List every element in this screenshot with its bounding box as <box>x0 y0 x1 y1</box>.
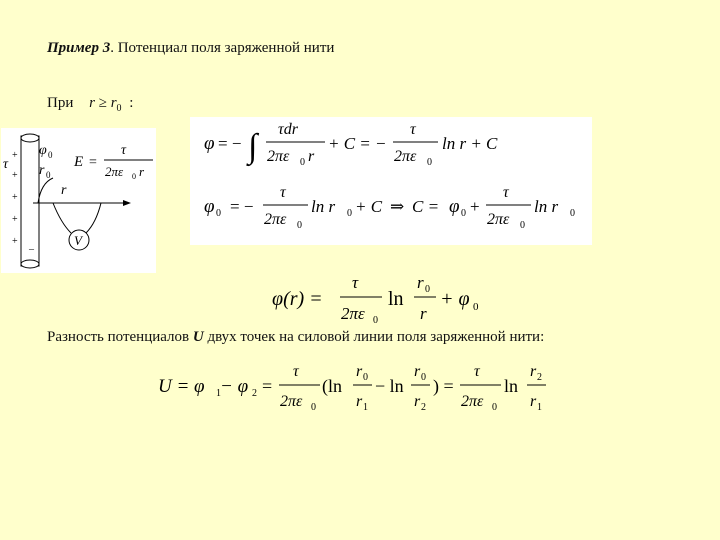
thread-diagram <box>1 128 156 273</box>
f4-lhs: U = φ <box>158 376 205 397</box>
condition-r: r <box>89 95 95 111</box>
voltmeter-label: V <box>74 233 82 248</box>
f3-num: τ <box>352 273 359 292</box>
f4-eq: = <box>262 376 273 396</box>
difference-text-after: двух точек на силовой линии поля заряженной нити: <box>203 329 545 345</box>
condition-r0: r <box>110 95 117 111</box>
E-eq: = <box>89 155 97 170</box>
E-denominator-sub: 0 <box>132 172 136 181</box>
f1-eq-minus: = − <box>218 134 242 153</box>
condition-line <box>47 95 133 114</box>
example-title <box>47 40 334 57</box>
plus-mark: + <box>12 192 18 203</box>
f1-num2: τ <box>410 121 416 138</box>
f4-ln: ln <box>504 376 519 396</box>
f2-den2-sub: 0 <box>520 220 525 231</box>
f4-f1-num: r <box>356 363 363 380</box>
phi0-label: φ <box>39 143 47 158</box>
f3-num2-sub: 0 <box>425 284 430 295</box>
difference-text <box>47 329 544 346</box>
f2-C-eq: C = <box>412 197 440 216</box>
r-label: r <box>61 183 67 198</box>
f2-plus: + <box>470 197 480 216</box>
f2-phi0b-sub: 0 <box>461 208 466 219</box>
f2-num2: τ <box>503 184 509 201</box>
f1-den1-r: r <box>308 148 315 165</box>
f4-minus-phi: − φ <box>220 376 249 397</box>
f3-den2: r <box>420 304 427 323</box>
f4-f2-num-sub: 0 <box>421 372 426 383</box>
f1-integral: ∫ <box>248 128 258 165</box>
f2-phi0-sub: 0 <box>216 208 221 219</box>
f2-ln-r0b-sub: 0 <box>570 208 575 219</box>
f1-tail: ln r + C <box>442 134 498 153</box>
f4-den1: 2πε <box>280 393 303 410</box>
f2-den1-sub: 0 <box>297 220 302 231</box>
f1-den1: 2πε <box>267 148 290 165</box>
f3-lhs: φ(r) = <box>272 288 323 310</box>
f4-lhs-sub2: 2 <box>252 388 257 399</box>
f4-den2-sub: 0 <box>492 402 497 413</box>
f4-f3-num: r <box>530 363 537 380</box>
f2-den2: 2πε <box>487 211 510 228</box>
plus-mark: + <box>12 150 18 161</box>
f2-phi0: φ <box>204 196 215 217</box>
thread-top <box>21 134 39 142</box>
f4-f1-num-sub: 0 <box>363 372 368 383</box>
f3-num2: r <box>417 273 424 292</box>
f3-den: 2πε <box>341 304 365 323</box>
f4-den2: 2πε <box>461 393 484 410</box>
condition-r0-sub: 0 <box>116 103 122 114</box>
formula-box-svg <box>190 117 592 245</box>
f1-phi: φ <box>204 133 215 154</box>
f4-f2-den-sub: 2 <box>421 402 426 413</box>
E-numerator: τ <box>121 143 127 158</box>
r0-label: r <box>39 163 45 178</box>
condition-colon: : <box>129 95 134 111</box>
thread-bottom <box>21 260 39 268</box>
formula-potential <box>270 268 490 330</box>
condition-label: При <box>47 95 74 111</box>
f1-plusC: + C = − <box>328 134 387 153</box>
example-label: Пример 3 <box>47 40 111 56</box>
f4-den1-sub: 0 <box>311 402 316 413</box>
f2-arrow: ⇒ <box>390 197 405 216</box>
f4-num2: τ <box>474 363 480 380</box>
f1-num1: τdr <box>278 121 298 138</box>
formula-box <box>190 117 592 245</box>
f1-den2: 2πε <box>394 148 417 165</box>
example-title-text: . Потенциал поля заряженной нити <box>110 40 335 56</box>
f4-open: (ln <box>322 376 342 396</box>
f2-den1: 2πε <box>264 211 287 228</box>
f4-f3-num-sub: 2 <box>537 372 542 383</box>
r0-curve <box>38 178 53 203</box>
condition-ge: ≥ <box>98 95 107 111</box>
minus-mark: – <box>29 244 34 255</box>
f4-f1-den: r <box>356 393 363 410</box>
plus-mark: + <box>12 170 18 181</box>
difference-text-before: Разность потенциалов <box>47 329 193 345</box>
E-denominator-r: r <box>139 164 145 179</box>
f2-ln-r0: ln r <box>311 197 336 216</box>
tau-label: τ <box>3 157 9 172</box>
f2-eq-minus: = − <box>230 197 254 216</box>
E-label: E <box>74 154 84 170</box>
f2-phi0b: φ <box>449 196 460 217</box>
f4-f2-den: r <box>414 393 421 410</box>
voltmeter-wire-right <box>86 203 101 233</box>
plus-mark: + <box>12 214 18 225</box>
r-axis-arrow <box>123 200 131 206</box>
f4-f3-den-sub: 1 <box>537 402 542 413</box>
f1-den1-sub: 0 <box>300 157 305 168</box>
formula-line-2 <box>204 184 575 231</box>
f4-num1: τ <box>293 363 299 380</box>
formula-voltage <box>156 360 556 422</box>
difference-text-U: U <box>192 329 204 345</box>
f2-ln-r0-sub: 0 <box>347 208 352 219</box>
f3-den-sub: 0 <box>373 315 378 326</box>
voltmeter-wire-left <box>53 203 71 233</box>
r0-sub: 0 <box>46 170 51 180</box>
f4-minus-ln: − ln <box>375 376 404 396</box>
E-denominator: 2πε <box>105 164 124 179</box>
f4-f3-den: r <box>530 393 537 410</box>
f2-ln-r0b: ln r <box>534 197 559 216</box>
f3-plus-phi0: + φ <box>440 288 470 310</box>
phi0-sub: 0 <box>48 150 53 160</box>
thread-figure <box>1 128 156 273</box>
f3-plus-phi0-sub: 0 <box>473 301 479 313</box>
plus-mark: + <box>12 236 18 247</box>
f4-close-eq: ) = <box>433 376 454 396</box>
f2-plusC: + C <box>355 197 383 216</box>
f3-ln: ln <box>388 288 404 310</box>
f4-f2-num: r <box>414 363 421 380</box>
f4-f1-den-sub: 1 <box>363 402 368 413</box>
formula-line-1 <box>204 121 498 168</box>
f2-num1: τ <box>280 184 286 201</box>
f1-den2-sub: 0 <box>427 157 432 168</box>
f4-lhs-sub1: 1 <box>216 388 221 399</box>
